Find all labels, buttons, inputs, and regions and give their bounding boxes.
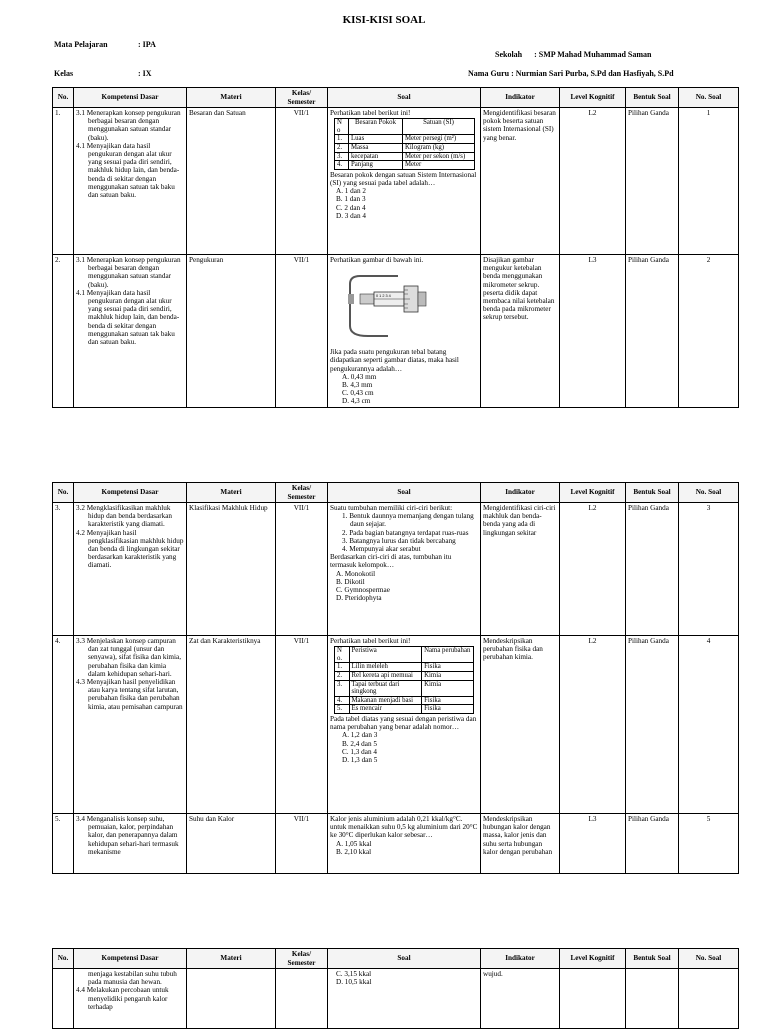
kisi-table-1 <box>52 87 739 408</box>
table-row: 4. 3.3 Menjelaskan konsep campuran dan zat tunggal (unsur dan senyawa), sifat fisika dan kimia, perubahan fisika dan kimia dalam kehidupan sehari-hari. 4.3 Menyajikan hasil penyelidikan atau karya tentang sifat larutan, perubahan fisika dan perubahan kimia, atau pemisahan campuran Zat dan Karakteristiknya VII/1 Perhatikan tabel berikut ini! N o. Peristiwa Nama perubahan 1. Lilin meleleh Fisika 2. Rel kereta api memuai Kimia 3. Tapai terbuat dari singkong Kimia 4. Makanan menjadi basi Fisika 5. Es mencair Fisika Pada tabel diatas yang sesuai dengan peristiwa dan nama perubahan yang benar adalah nomor… A. 1,2 dan 3 B. 2,4 dan 5 C. 1,3 dan 4 D. 1,3 dan 5 Mendeskripsikan perubahan fisika dan perubahan kimia. L2 Pilihan Ganda 4 <box>53 636 739 814</box>
table-header-row: No. Kompetensi Dasar Materi Kelas/ Semester Soal Indikator Level Kognitif Bentuk Soal No. Soal <box>53 949 739 969</box>
col-no: No. <box>53 88 74 108</box>
besaran-table: N o Besaran Pokok Satuan (SI) 1. Luas Meter persegi (m²) 2. Massa Kilogram (kg) 3. kecepatan Meter per sekon (m/s) 4. Panjang Meter <box>334 118 475 170</box>
col-level: Level Kognitif <box>560 88 626 108</box>
col-indikator: Indikator <box>481 88 560 108</box>
micrometer-image <box>338 266 430 344</box>
col-kd: Kompetensi Dasar <box>74 88 187 108</box>
kisi-table-2 <box>52 482 739 874</box>
table-row: 1. 3.1 Menerapkan konsep pengukuran berbagai besaran dengan menggunakan satuan standar (baku). 4.1 Menyajikan data hasil pengukuran dengan alat ukur yang sesuai pada diri sendiri, makhluk hidup lain, dan benda-benda di sekitar dengan menggunakan satuan tak baku dan satuan baku. Besaran dan Satuan VII/1 Perhatikan tabel berikut ini! N o Besaran Pokok Satuan (SI) 1. Luas Meter persegi (m²) 2. Massa Kilogram (kg) 3. kecepatan Meter per sekon (m/s) 4. Panjang Meter Besaran pokok dengan satuan Sistem Internasional (SI) yang sesuai pada tabel adalah… A. 1 dan 2 B. 1 dan 3 C. 2 dan 4 D. 3 dan 4 Mengidentifikasi besaran pokok beserta satuan sistem Internasional (SI) yang benar. L2 Pilihan Ganda 1 <box>53 108 739 255</box>
soal-cell: Perhatikan tabel berikut ini! N o Besaran Pokok Satuan (SI) 1. Luas Meter persegi (m²) 2. Massa Kilogram (kg) 3. kecepatan Meter per sekon (m/s) 4. Panjang Meter Besaran pokok dengan satuan Sistem Internasional (SI) yang sesuai pada tabel adalah… A. 1 dan 2 B. 1 dan 3 C. 2 dan 4 D. 3 dan 4 <box>328 108 481 255</box>
table-header-row <box>53 88 739 108</box>
soal-cell: Kalor jenis aluminium adalah 0,21 kkal/kg°C. untuk menaikkan suhu 0,5 kg aluminium dari 20°C ke 30°C diperlukan kalor sebesar… A. 1,05 kkal B. 2,10 kkal <box>328 814 481 874</box>
col-kelas: Kelas/ Semester <box>276 88 328 108</box>
table-row: 5. 3.4 Menganalisis konsep suhu, pemuaian, kalor, perpindahan kalor, dan penerapannya dalam kehidupan sehari-hari termasuk mekanisme Suhu dan Kalor VII/1 Kalor jenis aluminium adalah 0,21 kkal/kg°C. untuk menaikkan suhu 0,5 kg aluminium dari 20°C ke 30°C diperlukan kalor sebesar… A. 1,05 kkal B. 2,10 kkal Mendeskripsikan hubungan kalor dengan massa, kalor jenis dan suhu serta hubungan kalor dengan perubahan L3 Pilihan Ganda 5 <box>53 814 739 874</box>
col-nosoal: No. Soal <box>679 88 739 108</box>
svg-text:0 1 2 3 4: 0 1 2 3 4 <box>376 294 391 299</box>
document-title: KISI-KISI SOAL <box>342 14 426 26</box>
kelas-label: Kelas <box>54 69 74 78</box>
table-row: 3. 3.2 Mengklasifikasikan makhluk hidup dan benda berdasarkan karakteristik yang diamati. 4.2 Menyajikan hasil pengklasifikasian makhluk hidup dan benda di lingkungan sekitar berdasarkan karakteristik yang diamati. Klasifikasi Makhluk Hidup VII/1 Suatu tumbuhan memiliki ciri-ciri berikut: 1. Bentuk daunnya memanjang dengan tulang daun sejajar. 2. Pada bagian batangnya terdapat ruas-ruas 3. Batangnya lurus dan tidak bercabang 4. Mempunyai akar serabut Berdasarkan ciri-ciri di atas, tumbuhan itu termasuk kelompok… A. Monokotil B. Dikotil C. Gymnospermae D. Pteridophyta Mengidentifikasi ciri-ciri makhluk dan benda-benda yang ada di lingkungan sekitar L2 Pilihan Ganda 3 <box>53 503 739 636</box>
kisi-table-3 <box>52 948 739 1029</box>
table-row: 2. 3.1 Menerapkan konsep pengukuran berbagai besaran dengan menggunakan satuan standar (baku). 4.1 Menyajikan data hasil pengukuran dengan alat ukur yang sesuai pada diri sendiri, makhluk hidup lain, dan benda-benda di sekitar dengan menggunakan satuan tak baku dan satuan baku. Pengukuran VII/1 Perhatikan gambar di bawah ini. 0 1 2 3 4 Jika pada suatu pengukuran tebal batang didapatkan seperti gambar diatas, maka hasil pengukurannya adalah… A. 0,43 mm B. 4,3 mm C. 0,43 cm D. 4,3 cm Disajikan gambar mengukur ketebalan benda menggunakan mikrometer sekrup. peserta didik dapat membaca nilai ketebalan benda pada mikrometer sekrup tersebut. L3 Pilihan Ganda 2 <box>53 255 739 408</box>
perubahan-table: N o. Peristiwa Nama perubahan 1. Lilin meleleh Fisika 2. Rel kereta api memuai Kimia 3. Tapai terbuat dari singkong Kimia 4. Makanan menjadi basi Fisika 5. Es mencair Fisika <box>334 646 474 714</box>
kelas-value: : IX <box>138 69 152 78</box>
mapel-value: : IPA <box>138 40 156 49</box>
sekolah-info: Sekolah : SMP Mahad Muhammad Saman <box>495 50 652 59</box>
mapel-label: Mata Pelajaran <box>54 40 108 49</box>
table-row: menjaga kestabilan suhu tubuh pada manusia dan hewan. 4.4 Melakukan percobaan untuk menyelidiki pengaruh kalor terhadap C. 3,15 kkal D. 10,5 kkal wujud. <box>53 969 739 1029</box>
soal-cell: Suatu tumbuhan memiliki ciri-ciri berikut: 1. Bentuk daunnya memanjang dengan tulang daun sejajar. 2. Pada bagian batangnya terdapat ruas-ruas 3. Batangnya lurus dan tidak bercabang 4. Mempunyai akar serabut Berdasarkan ciri-ciri di atas, tumbuhan itu termasuk kelompok… A. Monokotil B. Dikotil C. Gymnospermae D. Pteridophyta <box>328 503 481 636</box>
soal-cell: Perhatikan gambar di bawah ini. 0 1 2 3 4 Jika pada suatu pengukuran tebal batang didapatkan seperti gambar diatas, maka hasil pengukurannya adalah… A. 0,43 mm B. 4,3 mm C. 0,43 cm D. 4,3 cm <box>328 255 481 408</box>
guru-info: Nama Guru : Nurmian Sari Purba, S.Pd dan Hasfiyah, S.Pd <box>468 69 674 78</box>
col-bentuk: Bentuk Soal <box>626 88 679 108</box>
col-materi: Materi <box>187 88 276 108</box>
soal-cell: Perhatikan tabel berikut ini! N o. Peristiwa Nama perubahan 1. Lilin meleleh Fisika 2. Rel kereta api memuai Kimia 3. Tapai terbuat dari singkong Kimia 4. Makanan menjadi basi Fisika 5. Es mencair Fisika Pada tabel diatas yang sesuai dengan peristiwa dan nama perubahan yang benar adalah nomor… A. 1,2 dan 3 B. 2,4 dan 5 C. 1,3 dan 4 D. 1,3 dan 5 <box>328 636 481 814</box>
table-header-row: No. Kompetensi Dasar Materi Kelas/ Semester Soal Indikator Level Kognitif Bentuk Soal No. Soal <box>53 483 739 503</box>
col-soal: Soal <box>328 88 481 108</box>
